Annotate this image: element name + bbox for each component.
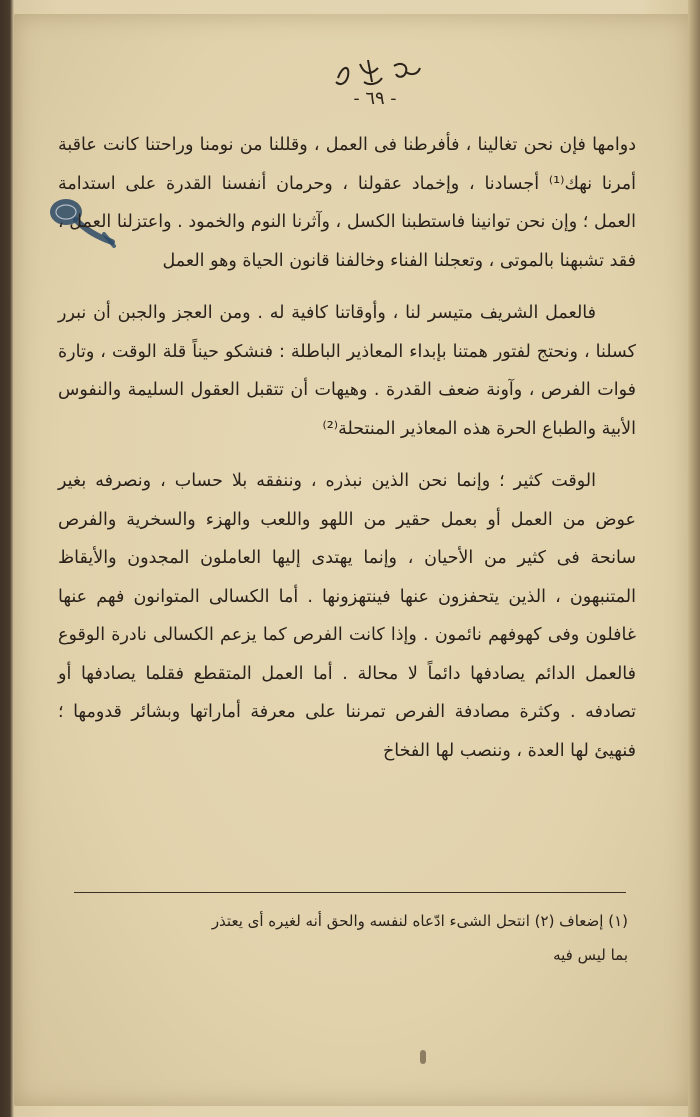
footnote-line-1: (١) إضعاف (٢) انتحل الشىء ادّعاه لنفسه والحق أنه لغيره أى يعتذر	[211, 912, 628, 930]
page-number: - ٦٩ -	[353, 88, 397, 109]
header-ornament-icon	[320, 56, 440, 90]
footnotes	[58, 904, 628, 972]
page-edge	[688, 0, 700, 1117]
footnote-line-2: بما ليس فيه	[553, 946, 628, 964]
main-text	[58, 126, 636, 784]
paragraph-1: دوامها فإن نحن تغالينا ، فأفرطنا فى العمل ، وقللنا من نومنا وراحتنا كانت عاقبة أمرنا نهك⁽¹⁾ أجسادنا ، وإخماد عقولنا ، وحرمان أنفسنا القدرة على استدامة العمل ؛ وإن نحن توانينا فاستطبنا الكسل ، وآثرنا النوم والخمود . واعتزلنا العمل ، فقد تشبهنا بالموتى ، وتعجلنا الفناء وخالفنا قانون الحياة وهو العمل	[58, 135, 637, 271]
footnote-divider	[74, 892, 626, 893]
ink-mark	[420, 1050, 426, 1064]
paragraph-3: الوقت كثير ؛ وإنما نحن الذين نبذره ، وننفقه بلا حساب ، ونصرفه بغير عوض من العمل أو بعمل حقير من اللهو واللعب والهزء والسخرية والفرص سانحة فى كثير من الأحيان ، وإنما يهتدى إليها العاملون المجدون والأيقاظ المتنبهون ، الذين يتحفزون عنها فينتهزونها . أما الكسالى المتوانون فهم عنها غافلون وفى كهوفهم نائمون . وإذا كانت الفرص كما يزعم الكسالى نادرة الوقوع فالعمل الدائم يصادفها دائماً لا محالة . أما العمل المتقطع فقلما يصادفها أو تصادفه . وكثرة مصادفة الفرص تمرننا على معرفة أماراتها وبشائر قدومها ؛ فنهيئ لها العدة ، وننصب لها الفخاخ	[58, 471, 636, 761]
paragraph-2: فالعمل الشريف متيسر لنا ، وأوقاتنا كافية له . ومن العجز والجبن أن نبرر كسلنا ، ونحتج لفتور همتنا بإبداء المعاذير الباطلة : فنشكو حيناً قلة الوقت ، وتارة فوات الفرص ، وآونة ضعف القدرة . وهيهات أن تتقبل العقول السليمة والنفوس الأبية والطباع الحرة هذه المعاذير المنتحلة⁽²⁾	[58, 303, 636, 439]
